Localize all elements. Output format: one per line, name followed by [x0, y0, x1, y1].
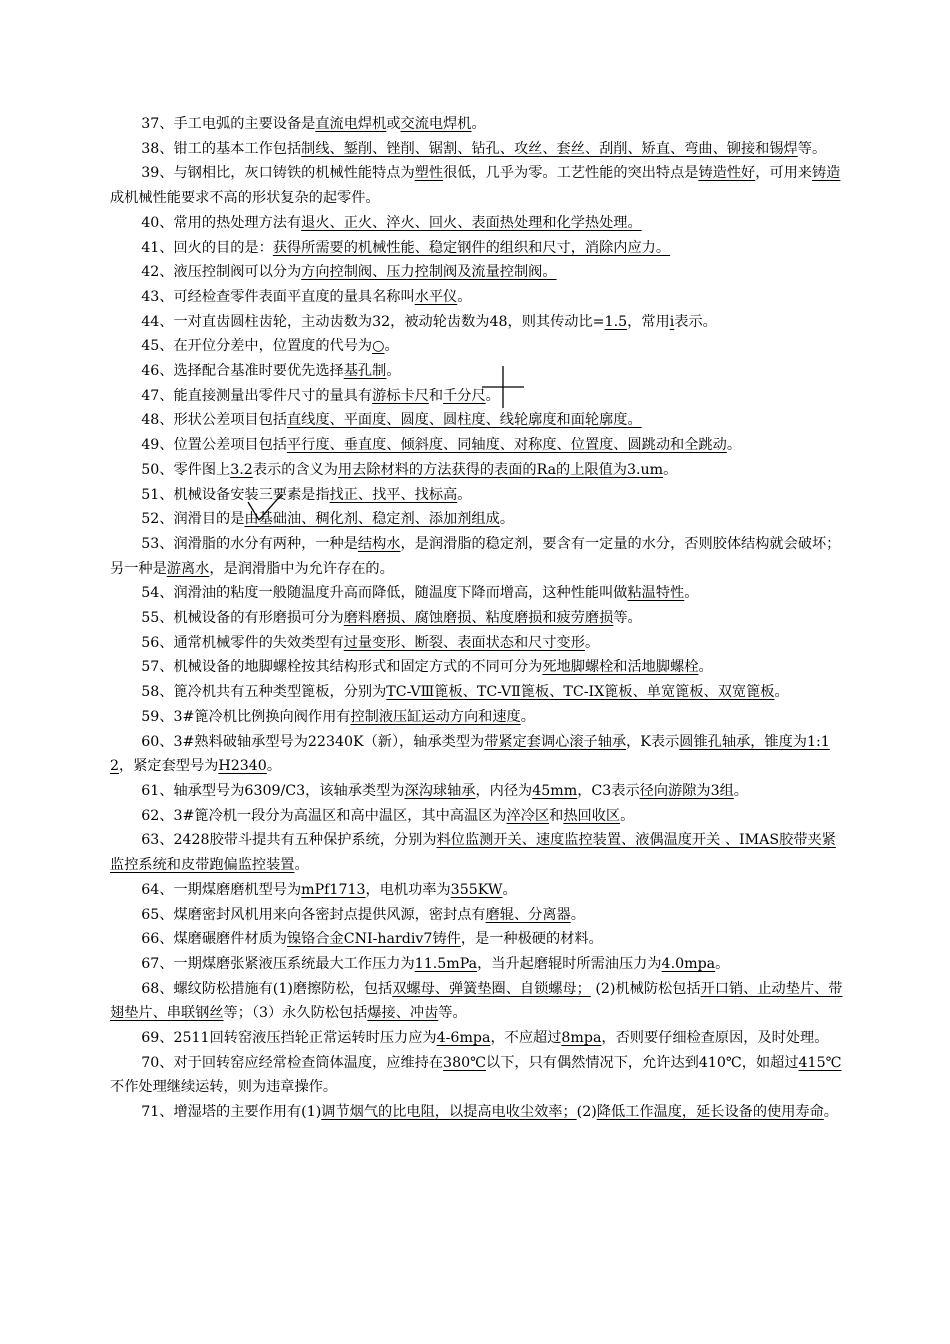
answer-text: 交流电焊机: [400, 116, 472, 132]
question-text: 。: [733, 782, 748, 799]
question-text: ，电机功率为: [365, 881, 451, 898]
question-text: 。: [715, 955, 730, 972]
question-item: [110, 606, 843, 631]
question-text: ，否则要仔细检查原因，及时处理。: [601, 1030, 829, 1047]
question-item: [110, 1100, 843, 1125]
question-text: 。: [698, 659, 713, 676]
answer-text: 淬冷区: [506, 807, 550, 824]
question-text: 57、机械设备的地脚螺栓按其结构形式和固定方式的不同可分为: [141, 659, 543, 676]
question-text: 。: [726, 437, 742, 454]
question-text: 56、通常机械零件的失效类型有: [141, 634, 344, 651]
answer-text: 过量变形、断裂、表面状态和尺寸变形: [343, 634, 585, 651]
question-text: ，是一种极硬的材料。: [460, 931, 603, 948]
question-item: [110, 161, 843, 210]
question-text: 69、2511回转窑液压挡轮正常运转时压力应为: [141, 1030, 437, 1047]
question-text: 等。: [797, 140, 827, 157]
question-item: [110, 903, 843, 928]
question-item: [110, 112, 843, 137]
question-text: 表示的含义为: [252, 461, 338, 478]
question-text: 很低，几乎为零。工艺性能的突出特点是: [443, 165, 699, 182]
answer-text: 水平仪: [414, 288, 458, 305]
question-text: 41、回火的目的是：: [141, 239, 273, 256]
question-item: [110, 334, 843, 359]
question-text: 等。: [438, 1005, 467, 1022]
question-text: 。: [266, 758, 282, 775]
question-text: 65、煤磨密封风机用来向各密封点提供风源，密封点有: [141, 906, 486, 923]
answer-text: 退火、正火、淬火、回火、表面热处理和化学热处理。: [301, 214, 642, 231]
question-text: ，常用: [627, 313, 670, 330]
answer-text: 铸造: [811, 165, 841, 182]
question-text: 不作处理继续运转，则为违章操作。: [110, 1079, 338, 1096]
answer-text: 控制液压缸运动方向和速度: [350, 708, 521, 725]
question-text: 。: [502, 881, 517, 898]
answer-text: mPf1713: [301, 881, 366, 898]
question-item: [110, 236, 843, 261]
answer-text: 游标卡尺: [372, 387, 429, 404]
question-item: [110, 433, 843, 458]
question-item: [110, 581, 843, 606]
question-text: 66、煤磨碾磨件材质为: [141, 931, 287, 948]
question-item: [110, 927, 843, 952]
question-text: ，当升起磨辊时所需油压力为: [477, 955, 662, 972]
question-item: [110, 878, 843, 903]
question-text: 。: [584, 634, 600, 651]
question-text: 44、一对直齿圆柱齿轮，主动齿数为32，被动轮齿数为48，则其传动比=: [141, 313, 605, 330]
answer-text: H2340: [218, 758, 267, 775]
question-text: 等。: [613, 610, 642, 627]
answer-text: 降低工作温度，延长设备的使用寿命: [596, 1104, 824, 1121]
answer-text: i: [669, 313, 675, 330]
question-text: 。: [520, 708, 535, 725]
answer-text: 获得所需要的机械性能、稳定钢件的组织和尺寸，消除内应力。: [272, 239, 671, 256]
question-text: 。: [663, 461, 678, 478]
question-item: [110, 705, 843, 730]
question-text: 47、能直接测量出零件尺寸的量具有: [141, 387, 373, 404]
question-item: [110, 384, 843, 409]
answer-text: 方向控制阀、压力控制阀及流量控制阀。: [301, 264, 557, 281]
question-text: 53、润滑脂的水分有两种，一种是: [141, 535, 358, 552]
question-text: 43、可经检查零件表面平直度的量具名称叫: [141, 288, 415, 305]
answer-text: 由基础油、稠化剂、稳定剂、添加剂组成: [244, 511, 500, 528]
question-text: 58、篦冷机共有五种类型篦板，分别为: [141, 684, 387, 701]
question-text: 。: [294, 857, 309, 874]
answer-text: 355KW: [450, 881, 503, 898]
answer-text: 4-6mpa: [436, 1030, 491, 1047]
question-text: 54、润滑油的粘度一般随温度升高而降低，随温度下降而增高，这种性能叫做: [141, 585, 628, 602]
question-text: 64、一期煤磨磨机型号为: [141, 881, 302, 898]
question-item: [110, 211, 843, 236]
answer-text: 深沟球轴承: [404, 782, 476, 799]
answer-text: 径向游隙为3组: [639, 782, 734, 799]
answer-text: 粘温特性: [627, 585, 685, 602]
question-item: [110, 828, 843, 877]
answer-text: 8mpa: [561, 1030, 602, 1047]
answer-text: 料位监测开关、速度监控装置、液偶温度开关 、IMAS胶带夹紧监控系统和皮带跑偏监控装置: [110, 832, 836, 874]
answer-text: 铸造性好: [698, 165, 756, 182]
answer-text: 开口销、止动垫片、带翅垫片、串联钢丝: [110, 980, 843, 1022]
question-item: [110, 137, 843, 162]
answer-text: TC-VⅢ篦板、TC-VⅡ篦板、TC-ⅠX篦板、单宽篦板、双宽篦板: [386, 684, 775, 701]
answer-text: 镍铬合金CNI-hardiv7铸件: [286, 931, 461, 948]
answer-text: 直线度、平面度、圆度、圆柱度、线轮廓度和面轮廓度。: [286, 412, 642, 429]
question-text: 55、机械设备的有形磨损可分为: [141, 610, 344, 627]
question-text: 和: [428, 387, 444, 404]
answer-text: 热回收区: [563, 807, 621, 824]
question-text: 68、螺纹防松措施有(1)磨擦防松，包括: [141, 980, 393, 997]
roughness-symbol-icon: [246, 490, 286, 530]
answer-text: 1.5: [604, 313, 628, 330]
answer-text: 平行度、垂直度、倾斜度、同轴度、对称度、位置度、圆跳动和全跳动: [286, 437, 727, 454]
answer-text: 制线、錾削、锉削、锯割、钻孔、攻丝、套丝、刮削、矫直、弯曲、铆接和锡焊: [301, 140, 798, 157]
answer-text: 3.2: [230, 461, 253, 478]
question-text: 以下，只有偶然情况下，允许达到410℃，如超过: [486, 1054, 799, 1071]
question-text: 。: [386, 363, 401, 380]
answer-text: 死地脚螺栓和活地脚螺栓: [542, 659, 699, 676]
question-text: 。: [620, 807, 635, 824]
question-item: [110, 507, 843, 532]
answer-text: 爆接、冲齿: [367, 1005, 439, 1022]
question-item: [110, 483, 843, 508]
answer-text: 结构水: [357, 535, 401, 552]
question-text: 62、3#篦冷机一段分为高温区和高中温区，其中高温区为: [141, 807, 507, 824]
question-text: 67、一期煤磨张紧液压系统最大工作压力为: [141, 955, 415, 972]
answer-text: 塑性: [414, 165, 444, 182]
question-text: 59、3#篦冷机比例换向阀作用有: [141, 708, 351, 725]
answer-text: 游离水: [166, 560, 210, 577]
question-text: 。: [457, 486, 472, 503]
question-item: [110, 655, 843, 680]
question-text: ，内径为: [475, 782, 533, 799]
question-text: 70、对于回转窑应经常检查筒体温度，应维持在: [141, 1054, 444, 1071]
answer-text: 带紧定套调心滚子轴承: [484, 733, 627, 750]
question-text: 61、轴承型号为6309/C3，该轴承类型为: [141, 782, 405, 799]
answer-text: 圆锥孔轴承，锥度为1:12: [110, 733, 830, 775]
question-item: [110, 1026, 843, 1051]
question-text: 或: [386, 116, 401, 132]
answer-text: 磨料磨损、腐蚀磨损、粘度磨损和疲劳磨损: [343, 610, 614, 627]
question-item: [110, 260, 843, 285]
question-text: 和: [549, 807, 564, 824]
question-item: [110, 779, 843, 804]
document-page: [110, 112, 843, 1125]
question-text: 。: [684, 585, 699, 602]
question-item: [110, 359, 843, 384]
question-text: 42、液压控制阀可以分为: [141, 264, 302, 281]
question-item: [110, 730, 843, 779]
question-text: 。: [570, 906, 585, 923]
question-item: [110, 804, 843, 829]
question-text: 。: [499, 511, 515, 528]
question-text: ，不应超过: [490, 1030, 562, 1047]
question-text: ，可用来: [755, 165, 812, 182]
question-text: 。: [485, 387, 500, 404]
answer-text: 直流电焊机: [315, 116, 387, 132]
question-text: 成机械性能要求不高的形状复杂的起零件。: [110, 190, 380, 207]
answer-text: 千分尺: [443, 387, 486, 404]
question-text: 38、钳工的基本工作包括: [141, 140, 302, 157]
question-item: [110, 408, 843, 433]
question-text: ，紧定套型号为: [119, 758, 219, 775]
question-text: 表示。: [674, 313, 717, 330]
question-text: 46、选择配合基准时要优先选择: [141, 363, 344, 380]
question-item: [110, 977, 843, 1026]
question-item: [110, 680, 843, 705]
question-item: [110, 458, 843, 483]
answer-text: 基孔制: [343, 363, 387, 380]
question-text: 。: [823, 1104, 838, 1121]
question-text: 。: [384, 338, 399, 355]
question-text: 50、零件图上: [141, 461, 231, 478]
question-text: 51、机械设备安装三要素是指: [141, 486, 330, 503]
question-text: 63、2428胶带斗提共有五种保护系统，分别为: [141, 832, 437, 849]
question-text: 45、在开位分差中，位置度的代号为: [141, 338, 373, 355]
answer-text: 380℃: [443, 1054, 486, 1071]
question-text: (2): [576, 1104, 597, 1121]
question-text: 。: [774, 684, 789, 701]
question-item: [110, 631, 843, 656]
answer-text: 磨辊、分离器: [485, 906, 571, 923]
question-text: 37、手工电弧的主要设备是: [141, 116, 316, 132]
question-text: 39、与钢相比，灰口铸铁的机械性能特点为: [141, 165, 415, 182]
question-text: 。: [471, 116, 486, 132]
question-text: 71、增湿塔的主要作用有(1): [141, 1104, 322, 1121]
question-item: [110, 532, 843, 581]
answer-text: 用去除材料的方法获得的表面的Ra的上限值为3.um: [337, 461, 664, 478]
question-text: 60、3#熟料破轴承型号为22340K（新），轴承类型为: [141, 733, 485, 750]
question-text: 49、位置公差项目包括: [141, 437, 287, 454]
question-text: 。: [457, 288, 472, 305]
answer-text: 45mm: [532, 782, 578, 799]
question-item: [110, 310, 843, 335]
question-text: 52、润滑目的是: [141, 511, 245, 528]
answer-text: ○: [372, 338, 385, 355]
answer-text: 4.0mpa: [661, 955, 716, 972]
answer-text: 415℃: [798, 1054, 842, 1071]
question-item: [110, 1051, 843, 1100]
question-text: 等；（3）永久防松包括: [223, 1005, 368, 1022]
question-text: ，是润滑脂的稳定剂，要含有一定量的水分，否则胶体结构就会破坏；另一种是: [110, 535, 841, 577]
position-symbol-icon: [480, 364, 526, 410]
question-text: ，是润滑脂中为允许存在的。: [209, 560, 394, 577]
question-text: ，C3表示: [577, 782, 640, 799]
question-text: (2)机械防松包括: [590, 980, 701, 997]
answer-text: 11.5mPa: [414, 955, 478, 972]
question-text: 40、常用的热处理方法有: [141, 214, 302, 231]
answer-text: 找正、找平、找标高: [329, 486, 458, 503]
question-text: ，K表示: [626, 733, 680, 750]
answer-text: 双螺母、弹簧垫圈、自锁螺母；: [392, 980, 591, 997]
answer-text: 调节烟气的比电阻，以提高电收尘效率；: [321, 1104, 577, 1121]
question-item: [110, 952, 843, 977]
question-item: [110, 285, 843, 310]
question-text: 48、形状公差项目包括: [141, 412, 287, 429]
